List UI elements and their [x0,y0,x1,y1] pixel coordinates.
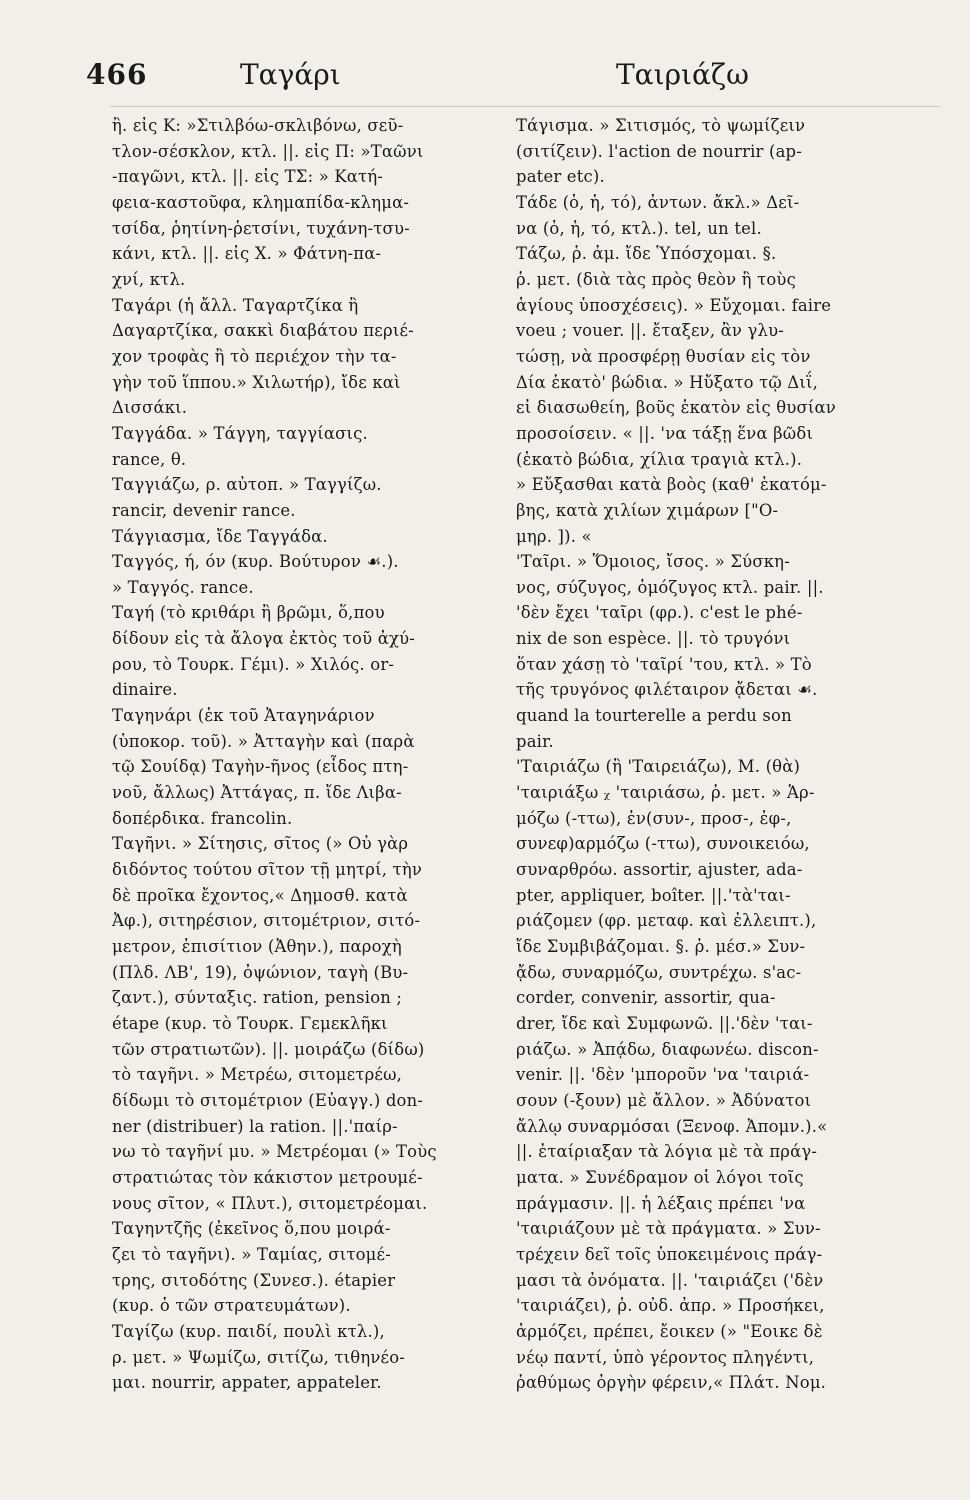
text-line: να (ὁ, ἡ, τό, κτλ.). tel, un tel. [516,218,762,238]
text-line: συνεφ)αρμόζω (-ττω), συνοικειόω, [516,834,810,854]
text-line: drer, ἴδε καὶ Συμφωνῶ. ||.'δὲν 'ται- [516,1013,813,1033]
text-line: δίδουν εἰς τὰ ἄλογα ἐκτὸς τοῦ ἀχύ- [112,629,415,649]
page-number: 466 [86,58,148,91]
text-line: venir. ||. 'δὲν 'μποροῦν 'να 'ταιριά- [516,1065,810,1085]
text-line: δίδωμι τὸ σιτομέτριον (Εὐαγγ.) don- [112,1090,424,1110]
text-line: Ταγή (τὸ κριθάρι ἢ βρῶμι, ὅ,που [112,603,385,623]
text-line: τρης, σιτοδότης (Συνεσ.). étapier [112,1270,396,1290]
text-line: σουν (-ξουν) μὲ ἄλλον. » Ἀδύνατοι [516,1090,812,1110]
text-line: τρέχειν δεῖ τοῖς ὑποκειμένοις πράγ- [516,1244,823,1264]
text-line: dinaire. [112,680,178,700]
text-line: δοπέρδικα. francolin. [112,808,293,828]
text-line: pter, appliquer, boîter. ||.'τὰ'ται- [516,885,791,905]
text-line: νος, σύζυγος, ὁμόζυγος κτλ. pair. ||. [516,577,824,597]
text-line: τὸ ταγῆνι. » Μετρέω, σιτομετρέω, [112,1065,403,1085]
text-line: Ἀφ.), σιτηρέσιον, σιτομέτριον, σιτό- [112,911,421,931]
text-line: βης, κατὰ χιλίων χιμάρων ["Ο- [516,500,779,520]
text-line: γὴν τοῦ ἵππου.» Χιλωτήρ), ἴδε καὶ [112,372,401,392]
text-line: rancir, devenir rance. [112,500,296,520]
text-line: τῶν στρατιωτῶν). ||. μοιράζω (δίδω) [112,1039,425,1059]
text-line: (κυρ. ὁ τῶν στρατευμάτων). [112,1296,351,1316]
text-line: ματα. » Συνέδραμον οἱ λόγοι τοῖς [516,1167,804,1187]
text-line: Ταγηνάρι (ἐκ τοῦ Ἀταγηνάριον [112,706,375,726]
text-line: Τάγγιασμα, ἴδε Ταγγάδα. [112,526,328,546]
text-line: nix de son espèce. ||. τὸ τρυγόνι [516,629,791,649]
text-line: διδόντος τούτου σῖτον τῇ μητρί, τὴν [112,860,423,880]
text-line: Τάζω, ῥ. ἀμ. ἴδε Ὑπόσχομαι. §. [516,244,777,264]
header-rule [110,106,940,107]
right-column [516,113,894,1396]
text-line: τσίδα, ῥητίνη-ῥετσίνι, τυχάνη-τσυ- [112,218,410,238]
text-line: Δαγαρτζίκα, σακκὶ διαβάτου περιέ- [112,321,414,341]
text-line: νέῳ παντί, ὑπὸ γέροντος πληγέντι, [516,1347,815,1367]
text-line: ριάζομεν (φρ. μεταφ. καὶ ἐλλειπτ.), [516,911,817,931]
page-header [0,58,970,98]
text-line: κάνι, κτλ. ||. εἰς Χ. » Φάτνη-πα- [112,244,382,264]
text-line: ρου, τὸ Τουρκ. Γέμι). » Χιλός. or- [112,654,395,674]
text-line: στρατιώτας τὸν κάκιστον μετρουμέ- [112,1167,423,1187]
text-line: ner (distribuer) la ration. ||.'παίρ- [112,1116,398,1136]
text-line: προσοίσειν. « ||. 'να τάξῃ ἕνα βῶδι [516,423,814,443]
text-line: ῥαθύμως ὀργὴν φέρειν,« Πλάτ. Νομ. [516,1373,827,1393]
text-line: συναρθρόω. assortir, ajuster, ada- [516,860,803,880]
text-line: Ταγγάδα. » Τάγγη, ταγγίασις. [112,423,368,443]
text-line: δὲ προῖκα ἔχοντος,« Δημοσθ. κατὰ [112,885,408,905]
text-line: (σιτίζειν). l'action de nourrir (ap- [516,141,802,161]
text-line: Ταγγιάζω, ρ. αὐτοπ. » Ταγγίζω. [112,475,382,495]
text-line: μετρον, ἐπισίτιον (Ἀθην.), παροχὴ [112,937,402,956]
text-line: voeu ; vouer. ||. ἔταξεν, ἂν γλυ- [516,321,784,341]
text-line: rance, θ. [112,449,187,469]
text-line: (Πλδ. ΛΒ', 19), ὀψώνιον, ταγὴ (Βυ- [112,962,409,982]
text-line: τώσῃ, νὰ προσφέρῃ θυσίαν εἰς τὸν [516,346,811,366]
text-line: Ταγῆνι. » Σίτησις, σῖτος (» Οὐ γὰρ [112,834,409,854]
text-line: ||. ἐταίριαξαν τὰ λόγια μὲ τὰ πράγ- [516,1142,818,1162]
text-line: 'Ταῖρι. » Ὅμοιος, ἴσος. » Σύσκη- [516,552,790,572]
text-line: 'δὲν ἔχει 'ταῖρι (φρ.). c'est le phé- [516,603,803,623]
text-line: » Ταγγός. rance. [112,577,254,597]
text-line: ῥ. μετ. (διὰ τὰς πρὸς θεὸν ἢ τοὺς [516,269,796,289]
text-line: ὅταν χάσῃ τὸ 'ταῖρί 'του, κτλ. » Τὸ [516,654,812,674]
text-line: νοῦ, ἄλλως) Ἀττάγας, π. ἴδε Λιβα- [112,783,402,803]
text-line: ρ. μετ. » Ψωμίζω, σιτίζω, τιθηνέο- [112,1347,406,1367]
text-line: ἁρμόζει, πρέπει, ἔοικεν (» "Εοικε δὲ [516,1321,823,1341]
text-line: 'ταιριάζει), ῥ. οὐδ. ἀπρ. » Προσήκει, [516,1296,825,1316]
text-line: 'Ταιριάζω (ἢ 'Ταιρειάζω), Μ. (θὰ) [516,757,801,777]
text-line: πράγμασιν. ||. ἡ λέξαις πρέπει 'να [516,1193,806,1213]
text-line: Δία ἑκατὸ' βώδια. » Ηὔξατο τῷ Διΐ, [516,372,819,392]
text-line: Δισσάκι. [112,398,188,418]
text-line: ἁγίους ὑποσχέσεις). » Εὔχομαι. faire [516,295,832,315]
text-line: φεια-καστοῦφα, κλημαπίδα-κλημα- [112,192,410,212]
text-line: μόζω (-ττω), ἐν(συν-, προσ-, ἐφ-, [516,808,792,828]
text-line: τλον-σέσκλον, κτλ. ||. εἰς Π: »Ταῶνι [112,141,424,161]
text-line: ζει τὸ ταγῆνι). » Ταμίας, σιτομέ- [112,1244,391,1264]
text-line: νω τὸ ταγῆνί μυ. » Μετρέομαι (» Τοὺς [112,1142,437,1162]
text-line: τῷ Σουίδᾳ) Ταγὴν-ῆνος (εἶδος πτη- [112,757,409,777]
text-line: » Εὔξασθαι κατὰ βοὸς (καθ' ἑκατόμ- [516,475,827,495]
text-line: pater etc). [516,167,605,187]
text-line: (ἑκατὸ βώδια, χίλια τραγιὰ κτλ.). [516,449,803,469]
text-line: ζαντ.), σύνταξις. ration, pension ; [112,988,403,1008]
text-line: χνί, κτλ. [112,269,186,289]
text-line: 'ταιριάζουν μὲ τὰ πράγματα. » Συν- [516,1219,821,1239]
text-line: μηρ. ]). « [516,526,592,546]
text-line: (ὑποκορ. τοῦ). » Ἀτταγὴν καὶ (παρὰ [112,731,415,751]
text-line: pair. [516,731,554,751]
text-line: quand la tourterelle a perdu son [516,706,792,726]
text-line: Τάδε (ὁ, ἡ, τό), ἀντων. ἄκλ.» Δεῖ- [516,192,800,212]
text-line: Ταγάρι (ἡ ἄλλ. Ταγαρτζίκα ἢ [112,295,359,315]
text-line: -παγῶνι, κτλ. ||. εἰς ΤΣ: » Κατή- [112,167,384,187]
text-line: ἢ. εἰς Κ: »Στιλβόω-σκλιβόνω, σεῦ- [112,116,404,135]
text-line: Ταγηντζῆς (ἐκεῖνος ὅ,που μοιρά- [112,1219,391,1239]
text-line: ᾄδω, συναρμόζω, συντρέχω. s'ac- [516,962,802,982]
text-line: τῆς τρυγόνος φιλέταιρον ᾄδεται ☙. [516,680,818,700]
text-line: μαι. nourrir, appater, appateler. [112,1373,382,1393]
text-line: νους σῖτον, « Πλυτ.), σιτομετρέομαι. [112,1193,428,1213]
left-column [112,113,490,1396]
text-line: ἴδε Συμβιβάζομαι. §. ῥ. μέσ.» Συν- [516,937,806,956]
text-line: εἰ διασωθείη, βοῦς ἑκατὸν εἰς θυσίαν [516,398,836,418]
text-line: 'ταιριάξω ᵪ 'ταιριάσω, ῥ. μετ. » Ἁρ- [516,783,815,803]
text-line: étape (κυρ. τὸ Τουρκ. Γεμεκλῆκι [112,1013,388,1033]
text-line: Ταγγός, ή, όν (κυρ. Βούτυρον ☙.). [112,552,399,572]
text-line: Ταγίζω (κυρ. παιδί, πουλὶ κτλ.), [112,1321,385,1341]
text-line: χον τροφὰς ἢ τὸ περιέχον τὴν τα- [112,346,397,366]
text-line: Τάγισμα. » Σιτισμός, τὸ ψωμίζειν [516,116,806,135]
text-line: ριάζω. » Ἀπᾴδω, διαφωνέω. discon- [516,1039,819,1059]
text-line: μασι τὰ ὀνόματα. ||. 'ταιριάζει ('δὲν [516,1270,824,1290]
running-head-right: Ταιριάζω [616,58,749,91]
running-head-left: Ταγάρι [240,58,341,91]
text-line: corder, convenir, assortir, qua- [516,988,776,1008]
text-line: ἄλλῳ συναρμόσαι (Ξενοφ. Ἀπομν.).« [516,1116,828,1136]
